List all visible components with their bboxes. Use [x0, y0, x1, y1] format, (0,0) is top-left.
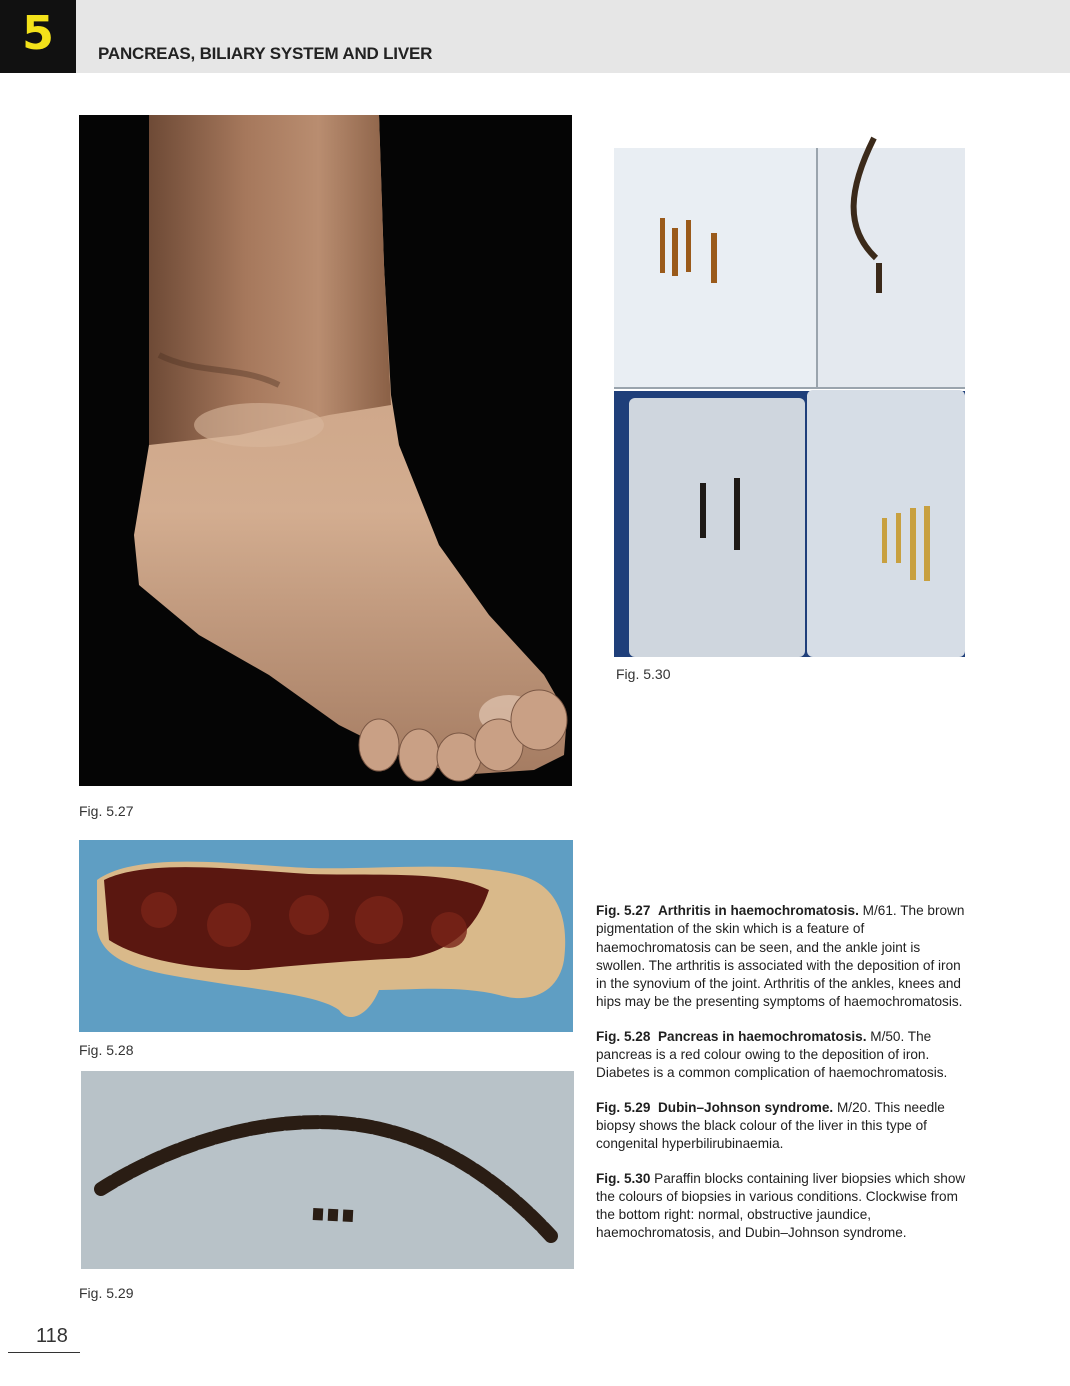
caption-fig-5-28: [596, 1028, 968, 1083]
pancreas-illustration: [79, 840, 573, 1032]
fig-5-27-photo: [79, 115, 572, 786]
caption-fig-ref: Fig. 5.28: [596, 1028, 651, 1044]
ankle-photo-illustration: [79, 115, 572, 786]
caption-column: [596, 902, 968, 1259]
caption-body: M/20. This needle biopsy shows the black colour of the liver in this type of congenital hyperbilirubinaemia.: [596, 1099, 945, 1152]
fig-5-29-label: Fig. 5.29: [79, 1285, 134, 1301]
caption-fig-5-29: [596, 1099, 968, 1154]
paraffin-blocks-illustration: [614, 108, 965, 657]
caption-title: Arthritis in haemochromatosis.: [657, 903, 859, 918]
fig-5-29-photo: [81, 1071, 574, 1269]
page-number: 118: [36, 1325, 68, 1347]
fig-5-28-label: Fig. 5.28: [79, 1042, 134, 1058]
chapter-title: PANCREAS, BILIARY SYSTEM AND LIVER: [98, 44, 433, 63]
page-number-rule: [8, 1352, 80, 1353]
caption-body: Paraffin blocks containing liver biopsies which show the colours of biopsies in various conditions. Clockwise from the bottom right: normal, obstructive jaundice, haemochromatosis, and Dubin–Johnson syndrome.: [596, 1170, 966, 1241]
caption-fig-5-27: [596, 902, 968, 1012]
fig-5-27-label: Fig. 5.27: [79, 803, 134, 819]
chapter-number: 5: [21, 6, 54, 60]
chapter-number-box: [0, 0, 76, 73]
needle-biopsy-illustration: [81, 1071, 574, 1269]
caption-fig-ref: Fig. 5.30: [596, 1170, 651, 1186]
caption-body: M/50. The pancreas is a red colour owing to the deposition of iron. Diabetes is a common complication of haemochromatosis.: [596, 1028, 948, 1081]
caption-fig-ref: Fig. 5.27: [596, 903, 651, 918]
caption-fig-5-30: [596, 1170, 968, 1243]
fig-5-28-photo: [79, 840, 573, 1032]
caption-body: M/61. The brown pigmentation of the skin which is a feature of haemochromatosis can be seen, and the ankle joint is swollen. The arthritis is associated with the deposition of iron in the synovium of the joint. Arthritis of the ankles, knees and hips may be the presenting symptoms of haemochromatosis.: [596, 903, 965, 1010]
caption-title: Pancreas in haemochromatosis.: [657, 1028, 867, 1044]
caption-title: Dubin–Johnson syndrome.: [657, 1099, 834, 1115]
fig-5-30-photo: [614, 108, 965, 657]
caption-fig-ref: Fig. 5.29: [596, 1099, 651, 1115]
fig-5-30-label: Fig. 5.30: [616, 666, 671, 682]
